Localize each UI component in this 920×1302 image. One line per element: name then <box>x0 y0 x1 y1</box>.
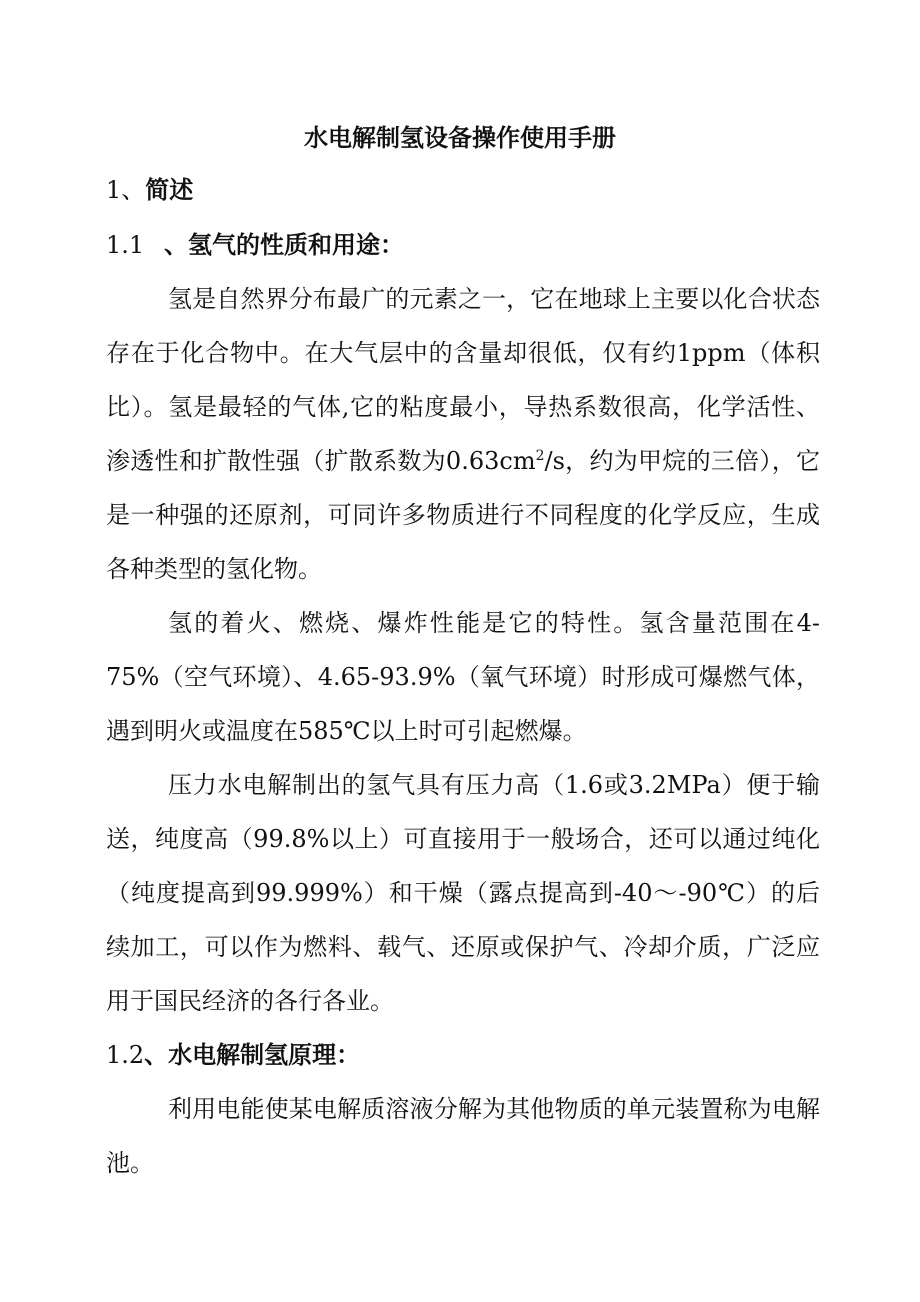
paragraph-hydrogen-properties <box>106 272 820 596</box>
section-heading-1-1 <box>106 225 404 265</box>
paragraph-text: /s，约为甲烷的三倍），它是一种强的还原剂，可同许多物质进行不同程度的化学反应，生成各种类型的氢化物。 <box>106 447 820 583</box>
section-number: 1.1 <box>106 231 145 259</box>
section-number: 1.2 <box>106 1041 145 1069</box>
section-number: 1、 <box>106 176 146 204</box>
section-heading-1-2 <box>106 1035 360 1075</box>
paragraph-electrolysis-principle: 利用电能使某电解质溶液分解为其他物质的单元装置称为电解池。 <box>106 1095 820 1177</box>
section-title: 简述 <box>145 176 194 204</box>
document-title: 水电解制氢设备操作使用手册 <box>304 124 616 152</box>
section-title: 、氢气的性质和用途： <box>164 231 404 259</box>
section-heading-1 <box>106 170 193 210</box>
section-title: 、水电解制氢原理： <box>144 1041 361 1069</box>
paragraph-flammability: 氢的着火、燃烧、爆炸性能是它的特性。氢含量范围在4-75%（空气环境）、4.65-93.9%（氧气环境）时形成可爆燃气体，遇到明火或温度在585℃以上时可引起燃爆。 <box>106 609 820 745</box>
paragraph-pressure-electrolysis: 压力水电解制出的氢气具有压力高（1.6或3.2MPa）便于输送，纯度高（99.8%以上）可直接用于一般场合，还可以通过纯化（纯度提高到99.999%）和干燥（露点提高到-40～-90℃）的后续加工，可以作为燃料、载气、还原或保护气、冷却介质，广泛应用于国民经济的各行各业。 <box>106 771 820 1015</box>
paragraph-text: 氢是自然界分布最广的元素之一，它在地球上主要以化合状态存在于化合物中。在大气层中的含量却很低，仅有约1ppm（体积比）。氢是最轻的气体,它的粘度最小，导热系数很高，化学活性、渗透性和扩散性强（扩散系数为0.63cm <box>106 285 820 475</box>
superscript-text: 2 <box>535 448 545 464</box>
